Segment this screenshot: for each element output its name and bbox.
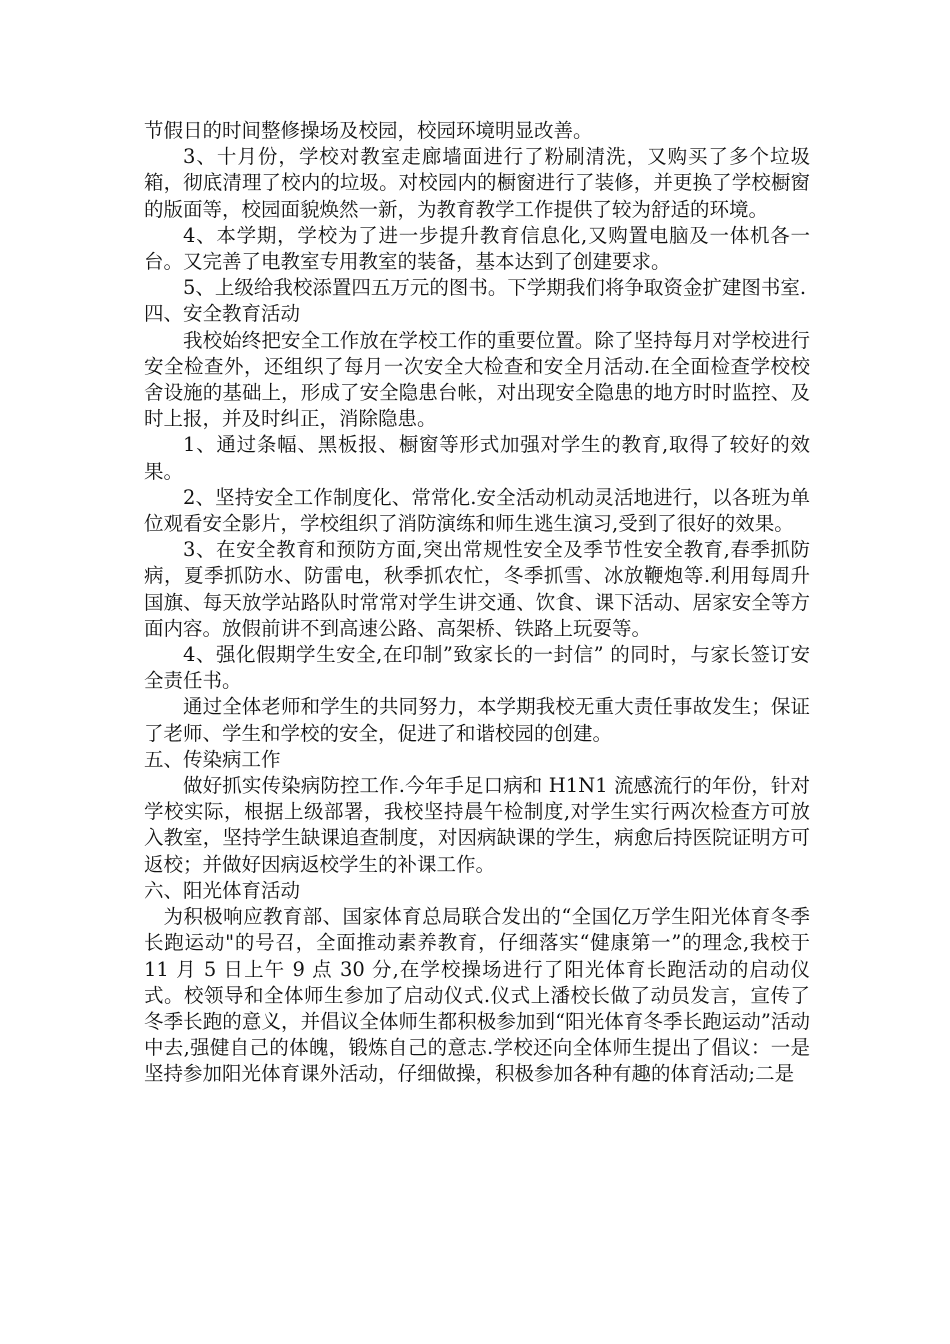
body-paragraph: 3、在安全教育和预防方面,突出常规性安全及季节性安全教育,春季抓防病，夏季抓防水、防雷电，秋季抓农忙，冬季抓雪、冰放鞭炮等.利用每周升国旗、每天放学站路队时常常对学生讲交通、饮食、课下活动、居家安全等方面内容。放假前讲不到高速公路、高架桥、铁路上玩耍等。 bbox=[144, 538, 810, 640]
body-paragraph: 5、上级给我校添置四五万元的图书。下学期我们将争取资金扩建图书室. bbox=[183, 276, 807, 300]
section-heading: 四、安全教育活动 bbox=[144, 302, 301, 326]
section-heading: 六、阳光体育活动 bbox=[144, 878, 301, 902]
body-paragraph: 为积极响应教育部、国家体育总局联合发出的“全国亿万学生阳光体育冬季长跑运动"的号召，全面推动素养教育，仔细落实“健康第一”的理念,我校于 11 月 5 日上午 9 点 30 分,在学校操场进行了阳光体育长跑活动的启动仪式。校领导和全体师生参加了启动仪式.仪式上潘校长做了动员发言，宣传了冬季长跑的意义，并倡议全体师生都积极参加到“阳光体育冬季长跑运动”活动中去,强健自己的体魄，锻炼自己的意志.学校还向全体师生提出了倡议：一是坚持参加阳光体育课外活动，仔细做操，积极参加各种有趣的体育活动;二是 bbox=[144, 905, 810, 1086]
section-heading: 五、传染病工作 bbox=[144, 747, 281, 771]
body-paragraph: 4、强化假期学生安全,在印制”致家长的一封信” 的同时，与家长签订安全责任书。 bbox=[144, 643, 810, 693]
body-paragraph: 我校始终把安全工作放在学校工作的重要位置。除了坚持每月对学校进行安全检查外，还组织了每月一次安全大检查和安全月活动.在全面检查学校校舍设施的基础上，形成了安全隐患台帐，对出现安全隐患的地方时时监控、及时上报，并及时纠正，消除隐患。 bbox=[144, 328, 810, 431]
body-paragraph: 2、坚持安全工作制度化、常常化.安全活动机动灵活地进行，以各班为单位观看安全影片，学校组织了消防演练和师生逃生演习,受到了很好的效果。 bbox=[144, 485, 810, 536]
body-paragraph: 3、十月份，学校对教室走廊墙面进行了粉刷清洗，又购买了多个垃圾箱，彻底清理了校内的垃圾。对校园内的橱窗进行了装修，并更换了学校橱窗的版面等，校园面貌焕然一新，为教育教学工作提供了较为舒适的环境。 bbox=[144, 145, 810, 221]
document-page bbox=[144, 118, 810, 1088]
body-paragraph: 4、本学期，学校为了进一步提升教育信息化,又购置电脑及一体机各一台。又完善了电教室专用教室的装备，基本达到了创建要求。 bbox=[144, 223, 810, 274]
body-paragraph: 1、通过条幅、黑板报、橱窗等形式加强对学生的教育,取得了较好的效果。 bbox=[144, 433, 810, 483]
body-paragraph: 通过全体老师和学生的共同努力，本学期我校无重大责任事故发生；保证了老师、学生和学校的安全，促进了和谐校园的创建。 bbox=[144, 695, 810, 745]
body-paragraph: 节假日的时间整修操场及校园，校园环境明显改善。 bbox=[144, 119, 593, 142]
body-paragraph: 做好抓实传染病防控工作.今年手足口病和 H1N1 流感流行的年份，针对学校实际，根据上级部署，我校坚持晨午检制度,对学生实行两次检查方可放入教室，坚持学生缺课追查制度，对因病缺课的学生，病愈后持医院证明方可返校；并做好因病返校学生的补课工作。 bbox=[144, 774, 810, 876]
